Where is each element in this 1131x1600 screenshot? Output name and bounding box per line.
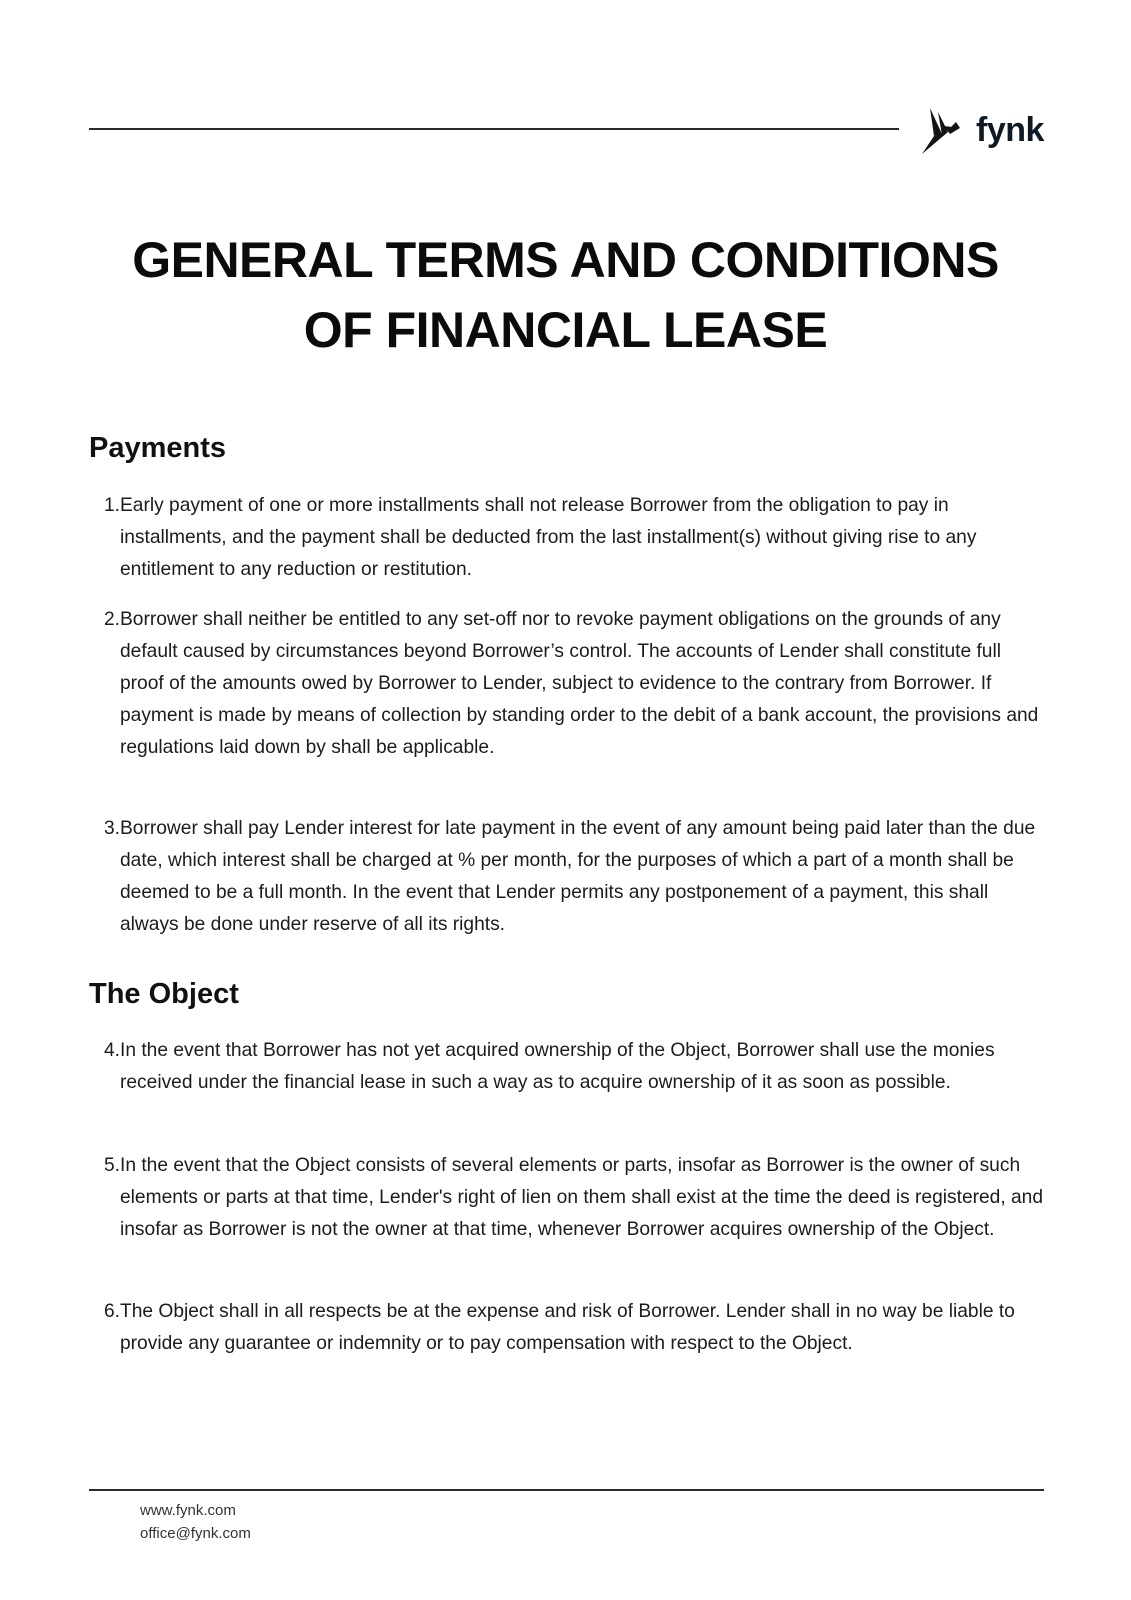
footer-website-link[interactable]: www.fynk.com [140,1502,236,1519]
clause-number: 6. [103,1301,120,1322]
clause-number: 2. [103,609,120,630]
title-line-1: GENERAL TERMS AND CONDITIONS [132,232,999,288]
brand-logo [920,104,1044,156]
title-line-2: OF FINANCIAL LEASE [303,302,828,358]
bird-icon [920,104,970,156]
section-heading-the-object: The Object [89,978,239,1010]
clause-text: Early payment of one or more installments shall not release Borrower from the obligation to pay in installments, and the payment shall be deducted from the last installment(s) without giving rise to any entitlement to any reduction or restitution. [120,495,977,580]
clause-item [100,1035,1050,1099]
clause-text: The Object shall in all respects be at the expense and risk of Borrower. Lender shall in no way be liable to provide any guarantee or indemnity or to pay compensation with respect to the Object. [120,1301,1015,1354]
footer-divider [89,1489,1044,1491]
header-divider [89,128,899,130]
clause-text: Borrower shall neither be entitled to any set-off nor to revoke payment obligations on the grounds of any default caused by circumstances beyond Borrower’s control. The accounts of Lender shall constitute full proof of the amounts owed by Borrower to Lender, subject to evidence to the contrary from Borrower. If payment is made by means of collection by standing order to the debit of a bank account, the provisions and regulations laid down by shall be applicable. [120,609,1039,758]
clause-item [100,490,1050,586]
clause-item [100,813,1050,941]
clause-item [100,1150,1050,1246]
clause-item [100,604,1050,764]
clause-number: 5. [103,1155,120,1176]
section-heading-payments: Payments [89,432,227,464]
clause-item [100,1296,1050,1360]
clause-text: Borrower shall pay Lender interest for late payment in the event of any amount being paid later than the due date, which interest shall be charged at % per month, for the purposes of which a part of a month shall be deemed to be a full month. In the event that Lender permits any postponement of a payment, this shall always be done under reserve of all its rights. [120,818,1036,935]
brand-name: fynk [976,111,1044,149]
document-title [0,225,1131,365]
clause-text: In the event that Borrower has not yet acquired ownership of the Object, Borrower shall use the monies received under the financial lease in such a way as to acquire ownership of it as soon as possible. [120,1040,995,1093]
clause-number: 1. [103,495,120,516]
clause-number: 4. [103,1040,120,1061]
footer-email-link[interactable]: office@fynk.com [140,1525,251,1542]
clause-number: 3. [103,818,120,839]
clause-text: In the event that the Object consists of several elements or parts, insofar as Borrower is the owner of such elements or parts at that time, Lender's right of lien on them shall exist at the time the deed is registered, and insofar as Borrower is not the owner at that time, whenever Borrower acquires ownership of the Object. [120,1155,1044,1240]
